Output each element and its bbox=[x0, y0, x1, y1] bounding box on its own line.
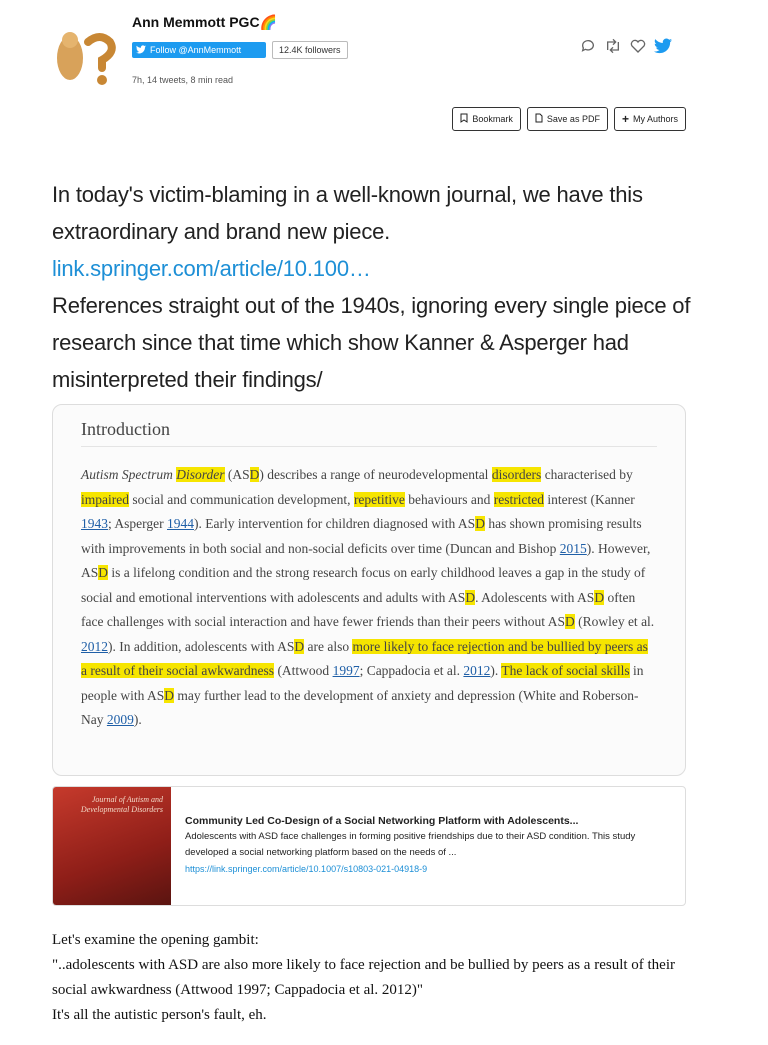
my-authors-button[interactable] bbox=[614, 107, 686, 131]
article-link[interactable]: link.springer.com/article/10.100… bbox=[52, 256, 371, 281]
document-icon bbox=[535, 113, 543, 125]
tweet-actions bbox=[580, 38, 672, 54]
save-pdf-button[interactable] bbox=[527, 107, 608, 131]
tweet-line: In today's victim-blaming in a well-known journal, we have this extraordinary and brand new piece. bbox=[52, 182, 643, 244]
bookmark-button[interactable] bbox=[452, 107, 521, 131]
bookmark-label: Bookmark bbox=[472, 114, 513, 124]
article-excerpt-image[interactable] bbox=[52, 404, 686, 776]
author-name[interactable]: Ann Memmott PGC🌈 bbox=[132, 14, 277, 30]
tweet-line: "..adolescents with ASD are also more likely to face rejection and be bullied by peers as a result of their social awkwardness (Attwood 1997; Cappadocia et al. 2012)" bbox=[52, 957, 676, 998]
like-icon[interactable] bbox=[630, 38, 646, 54]
excerpt-body: Autism Spectrum Disorder (ASD) describes a range of neurodevelopmental disorders characterised by impaired social and communication development, repetitive behaviours and restricted interest (Kanner 1943; Asperger 1944). Early intervention for children diagnosed with ASD has shown promising results with improvements in both social and non-social deficits over time (Duncan and Bishop 2015). However, ASD is a lifelong condition and the strong research focus on early childhood leaves a gap in the study of social and emotional interventions with adolescents and adults with ASD. Adolescents with ASD often face challenges with social interaction and have fewer friends than their peers without ASD (Rowley et al. 2012). In addition, adolescents with ASD are also more likely to face rejection and be bullied by peers as a result of their social awkwardness (Attwood 1997; Cappadocia et al. 2012). The lack of social skills in people with ASD may further lead to the development of anxiety and depression (White and Roberson-Nay 2009). bbox=[81, 467, 655, 727]
excerpt-heading: Introduction bbox=[81, 419, 657, 447]
follow-button[interactable] bbox=[132, 42, 266, 58]
bookmark-icon bbox=[460, 113, 468, 125]
link-preview-body bbox=[171, 787, 685, 905]
avatar[interactable] bbox=[50, 22, 116, 88]
followers-count: 12.4K followers bbox=[272, 41, 348, 59]
twitter-bird-icon bbox=[136, 45, 146, 56]
plus-icon: + bbox=[621, 112, 629, 126]
my-authors-label: My Authors bbox=[632, 114, 678, 124]
twitter-bird-icon[interactable] bbox=[654, 38, 672, 54]
thread-toolbar bbox=[452, 107, 686, 131]
journal-cover-thumbnail bbox=[53, 787, 171, 905]
link-title[interactable]: Community Led Co-Design of a Social Networking Platform with Adolescents... bbox=[185, 815, 579, 827]
reply-icon[interactable] bbox=[580, 38, 596, 54]
retweet-icon[interactable] bbox=[604, 38, 622, 54]
tweet-line: Let's examine the opening gambit: bbox=[52, 932, 259, 948]
tweet-line: References straight out of the 1940s, ignoring every single piece of research since that time which show Kanner & Asperger had misinterpreted their findings/ bbox=[52, 293, 691, 392]
journal-cover-text: Journal of Autism and Developmental Disorders bbox=[80, 795, 163, 814]
follow-label: Follow @AnnMemmott bbox=[150, 45, 242, 55]
link-preview-card[interactable] bbox=[52, 786, 686, 906]
save-pdf-label: Save as PDF bbox=[546, 114, 600, 124]
thread-meta: 7h, 14 tweets, 8 min read bbox=[132, 75, 234, 85]
tweet-text bbox=[52, 176, 712, 398]
link-description: Adolescents with ASD face challenges in forming positive friendships due to their ASD condition. This study developed a social networking platform based on the needs of ... bbox=[185, 831, 636, 858]
link-url[interactable]: https://link.springer.com/article/10.1007/s10803-021-04918-9 bbox=[185, 864, 428, 874]
tweet-text-2 bbox=[52, 928, 712, 1028]
tweet-line: It's all the autistic person's fault, eh. bbox=[52, 1007, 267, 1023]
